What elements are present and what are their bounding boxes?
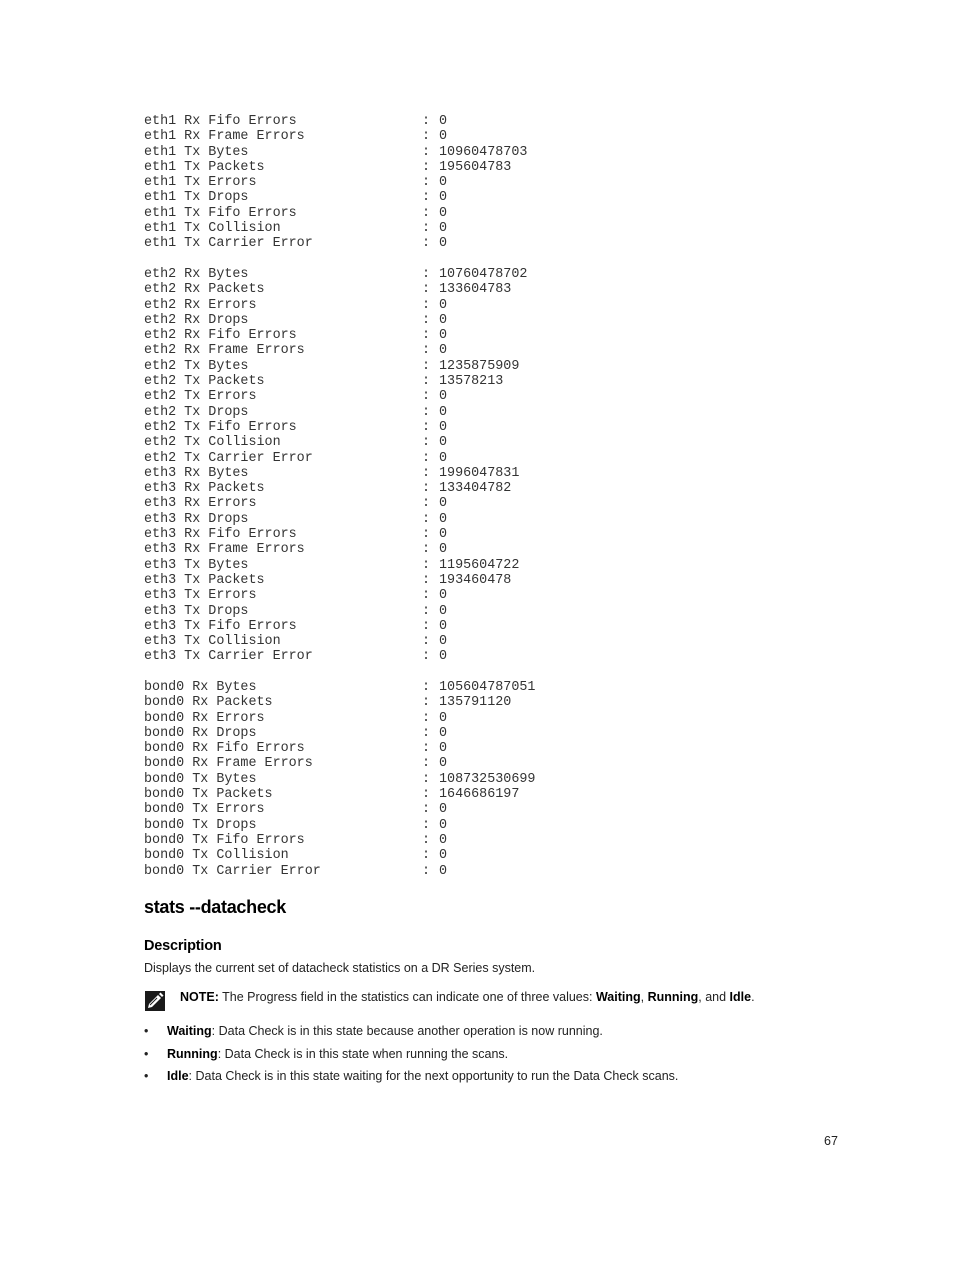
stat-colon: : [422,175,431,191]
stats-output-code-block [144,114,535,879]
bullet-dot: • [144,1069,149,1083]
stat-key: eth2 Tx Errors [144,389,257,405]
stat-value: 0 [439,129,448,145]
stat-row [144,588,535,603]
stat-key: eth2 Tx Packets [144,374,265,390]
stat-colon: : [422,679,431,695]
stat-row [144,129,535,144]
stat-row [144,236,535,251]
list-item-text [167,1069,678,1083]
stat-key: bond0 Tx Collision [144,848,289,864]
stat-row [144,343,535,358]
stat-colon: : [422,236,431,252]
stat-colon: : [422,389,431,405]
stat-row [144,772,535,787]
stat-value: 0 [439,603,448,619]
stat-colon: : [422,787,431,803]
stat-key: eth2 Rx Drops [144,312,249,328]
blank-line [144,665,535,680]
list-item-term: Idle [167,1069,189,1083]
stat-key: eth2 Rx Frame Errors [144,343,305,359]
stat-colon: : [422,649,431,665]
stat-key: bond0 Tx Drops [144,817,257,833]
stat-value: 0 [439,542,448,558]
stat-value: 0 [439,343,448,359]
stat-key: bond0 Rx Drops [144,725,257,741]
stat-row [144,680,535,695]
stat-value: 0 [439,634,448,650]
stat-value: 0 [439,496,448,512]
stat-value: 0 [439,832,448,848]
stat-row [144,221,535,236]
stat-row [144,542,535,557]
stat-key: eth2 Rx Bytes [144,266,249,282]
stat-colon: : [422,817,431,833]
stat-row [144,359,535,374]
stat-colon: : [422,557,431,573]
stat-value: 0 [439,389,448,405]
stat-key: eth1 Tx Errors [144,175,257,191]
stat-colon: : [422,756,431,772]
stat-value: 1646686197 [439,787,520,803]
stat-colon: : [422,343,431,359]
stat-colon: : [422,297,431,313]
stat-row [144,466,535,481]
note-label: NOTE: [180,990,219,1004]
section-title: stats --datacheck [144,897,286,917]
stat-row [144,328,535,343]
stat-value: 1235875909 [439,358,520,374]
stat-key: eth1 Tx Bytes [144,144,249,160]
stat-value: 0 [439,848,448,864]
note-value-idle: Idle [729,990,752,1004]
stat-colon: : [422,802,431,818]
stat-colon: : [422,588,431,604]
list-item-term: Running [167,1046,218,1061]
stat-row [144,420,535,435]
note-separator: , [640,990,648,1004]
stat-row [144,695,535,710]
stat-value: 0 [439,741,448,757]
stat-row [144,619,535,634]
stat-colon: : [422,450,431,466]
stat-row [144,313,535,328]
stat-row [144,527,535,542]
stat-value: 0 [439,297,448,313]
stat-row [144,558,535,573]
stat-key: bond0 Tx Bytes [144,771,257,787]
stat-key: eth1 Tx Packets [144,159,265,175]
stat-colon: : [422,404,431,420]
stat-key: eth3 Tx Errors [144,588,257,604]
stat-value: 133404782 [439,481,512,497]
note-separator: , and [698,990,730,1004]
stat-row [144,114,535,129]
stat-row [144,864,535,879]
stat-value: 0 [439,450,448,466]
stat-key: eth1 Rx Fifo Errors [144,114,297,129]
stat-row [144,145,535,160]
stat-key: eth2 Tx Drops [144,404,249,420]
stat-key: eth1 Tx Fifo Errors [144,205,297,221]
stat-colon: : [422,603,431,619]
stat-value: 10960478703 [439,144,528,160]
stat-key: bond0 Rx Bytes [144,679,257,695]
stat-colon: : [422,848,431,864]
stat-value: 0 [439,404,448,420]
stat-row [144,175,535,190]
stat-value: 0 [439,221,448,237]
stat-row [144,481,535,496]
stat-colon: : [422,312,431,328]
stat-row [144,741,535,756]
stat-row [144,802,535,817]
stat-colon: : [422,511,431,527]
stat-row [144,833,535,848]
stat-value: 193460478 [439,572,512,588]
stat-colon: : [422,114,431,129]
stat-key: eth3 Tx Packets [144,572,265,588]
stat-row [144,374,535,389]
stat-key: eth1 Tx Carrier Error [144,236,313,252]
stat-colon: : [422,695,431,711]
stat-key: eth1 Tx Collision [144,221,281,237]
stat-key: eth2 Tx Fifo Errors [144,419,297,435]
stat-key: eth3 Tx Fifo Errors [144,618,297,634]
stat-key: eth3 Tx Drops [144,603,249,619]
stat-value: 0 [439,312,448,328]
stat-key: eth2 Tx Carrier Error [144,450,313,466]
stat-row [144,298,535,313]
stat-key: eth3 Rx Fifo Errors [144,527,297,543]
stat-key: bond0 Tx Carrier Error [144,863,321,879]
stat-row [144,649,535,664]
stat-colon: : [422,710,431,726]
stat-colon: : [422,435,431,451]
note-pencil-icon [144,990,166,1012]
stat-value: 0 [439,863,448,879]
stat-value: 0 [439,435,448,451]
stat-colon: : [422,572,431,588]
stat-value: 13578213 [439,374,504,390]
stat-row [144,190,535,205]
stat-value: 1195604722 [439,557,520,573]
stat-key: bond0 Tx Errors [144,802,265,818]
stat-colon: : [422,465,431,481]
stat-key: bond0 Rx Frame Errors [144,756,313,772]
stat-value: 0 [439,419,448,435]
stat-key: eth3 Rx Bytes [144,465,249,481]
stat-colon: : [422,159,431,175]
stat-key: eth1 Tx Drops [144,190,249,206]
stat-colon: : [422,634,431,650]
stat-colon: : [422,266,431,282]
stat-key: eth2 Tx Bytes [144,358,249,374]
stat-row [144,267,535,282]
stat-key: eth3 Rx Frame Errors [144,542,305,558]
stat-key: eth3 Tx Bytes [144,557,249,573]
stat-key: bond0 Tx Packets [144,787,273,803]
description-text: Displays the current set of datacheck statistics on a DR Series system. [144,961,536,975]
stat-key: eth1 Rx Frame Errors [144,129,305,145]
stat-value: 0 [439,725,448,741]
stat-value: 0 [439,817,448,833]
stat-colon: : [422,221,431,237]
stat-value: 10760478702 [439,266,528,282]
stat-row [144,848,535,863]
note-end: . [751,990,755,1004]
list-item-desc: : Data Check is in this state when running the scans. [217,1046,509,1061]
stat-key: eth2 Rx Fifo Errors [144,328,297,344]
stat-colon: : [422,144,431,160]
stat-colon: : [422,190,431,206]
stat-value: 0 [439,527,448,543]
stat-colon: : [422,496,431,512]
stat-value: 195604783 [439,159,512,175]
stat-value: 133604783 [439,282,512,298]
stat-colon: : [422,358,431,374]
list-item-desc: : Data Check is in this state because another operation is now running. [211,1024,603,1038]
note-text [180,990,755,1004]
note-value-waiting: Waiting [595,990,641,1004]
stat-row [144,756,535,771]
stat-colon: : [422,725,431,741]
stat-row [144,726,535,741]
stat-value: 0 [439,190,448,206]
stat-value: 0 [439,618,448,634]
stat-key: eth3 Rx Errors [144,496,257,512]
list-item-desc: : Data Check is in this state waiting for the next opportunity to run the Data Check scans. [188,1069,679,1083]
stat-colon: : [422,618,431,634]
stat-row [144,206,535,221]
bullet-dot: • [144,1046,149,1061]
stat-row [144,604,535,619]
stat-row [144,573,535,588]
stat-key: eth3 Tx Collision [144,634,281,650]
note-body: The Progress field in the statistics can indicate one of three values: [218,990,596,1004]
description-heading: Description [144,938,222,954]
stat-value: 0 [439,328,448,344]
stat-key: eth3 Tx Carrier Error [144,649,313,665]
page-number: 67 [824,1134,838,1148]
stat-key: eth2 Tx Collision [144,435,281,451]
stat-colon: : [422,328,431,344]
stat-colon: : [422,129,431,145]
stat-value: 0 [439,756,448,772]
stat-value: 0 [439,710,448,726]
stat-row [144,435,535,450]
stat-row [144,451,535,466]
stat-colon: : [422,542,431,558]
stat-value: 0 [439,588,448,604]
blank-line [144,252,535,267]
stat-row [144,160,535,175]
stat-value: 0 [439,236,448,252]
stat-key: bond0 Rx Fifo Errors [144,741,305,757]
stat-row [144,282,535,297]
stat-colon: : [422,832,431,848]
stat-value: 108732530699 [439,771,536,787]
stat-key: eth3 Rx Drops [144,511,249,527]
list-item-term: Waiting [167,1024,212,1038]
stat-value: 0 [439,114,448,129]
stat-key: eth2 Rx Packets [144,282,265,298]
stat-row [144,711,535,726]
stat-key: bond0 Rx Errors [144,710,265,726]
stat-value: 1996047831 [439,465,520,481]
stat-value: 105604787051 [439,679,536,695]
note-value-running: Running [647,990,699,1004]
stat-colon: : [422,741,431,757]
stat-colon: : [422,374,431,390]
stat-key: bond0 Rx Packets [144,695,273,711]
stat-colon: : [422,282,431,298]
stat-value: 135791120 [439,695,512,711]
stat-colon: : [422,771,431,787]
stat-key: eth2 Rx Errors [144,297,257,313]
stat-key: bond0 Tx Fifo Errors [144,832,305,848]
stat-row [144,787,535,802]
bullet-dot: • [144,1024,149,1038]
stat-row [144,405,535,420]
stat-colon: : [422,205,431,221]
list-item-text [167,1024,603,1038]
stat-row [144,496,535,511]
stat-colon: : [422,481,431,497]
stat-row [144,818,535,833]
stat-value: 0 [439,511,448,527]
stat-value: 0 [439,175,448,191]
stat-row [144,634,535,649]
stat-colon: : [422,863,431,879]
list-item-text [167,1047,508,1061]
stat-value: 0 [439,649,448,665]
stat-value: 0 [439,802,448,818]
stat-value: 0 [439,205,448,221]
stat-colon: : [422,527,431,543]
stat-row [144,512,535,527]
stat-colon: : [422,419,431,435]
stat-row [144,389,535,404]
stat-key: eth3 Rx Packets [144,481,265,497]
